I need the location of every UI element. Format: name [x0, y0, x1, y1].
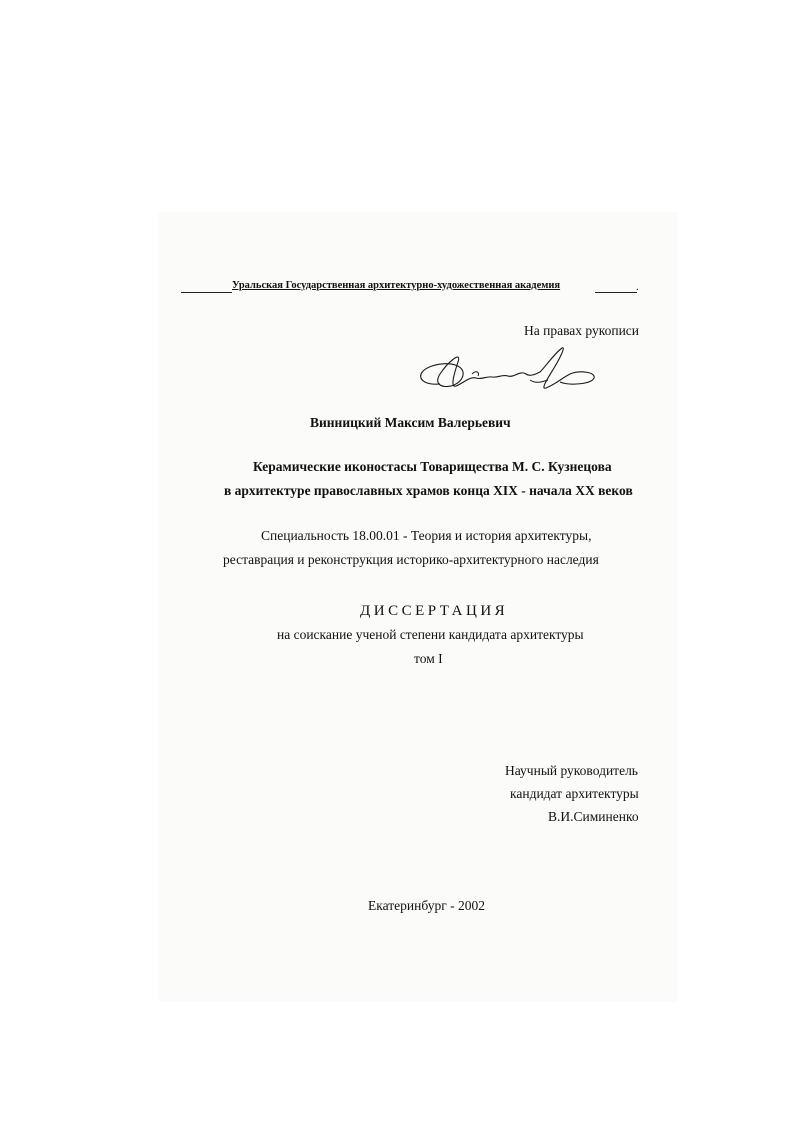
- specialty-line-1: Специальность 18.00.01 - Теория и история архитектуры,: [261, 528, 592, 543]
- supervisor-degree: кандидат архитектуры: [510, 786, 639, 801]
- header-rule-right: [595, 292, 637, 293]
- thesis-title-line-2: в архитектуре православных храмов конца XIX - начала XX веков: [224, 483, 633, 498]
- handwritten-signature: [410, 344, 602, 400]
- author-name: Винницкий Максим Валерьевич: [310, 415, 511, 430]
- place-and-year: Екатеринбург - 2002: [368, 898, 485, 913]
- header-trailing-mark: .: [636, 281, 639, 293]
- supervisor-name: В.И.Симиненко: [548, 809, 639, 824]
- document-type: ДИССЕРТАЦИЯ: [360, 603, 509, 619]
- manuscript-note: На правах рукописи: [524, 323, 640, 338]
- institution-name: Уральская Государственная архитектурно-художественная академия: [232, 280, 561, 291]
- supervisor-role: Научный руководитель: [505, 763, 638, 778]
- thesis-title-line-1: Керамические иконостасы Товарищества М. С. Кузнецова: [253, 459, 612, 474]
- header-rule-left: [181, 292, 232, 293]
- volume-label: том I: [414, 651, 443, 666]
- specialty-line-2: реставрация и реконструкция историко-архитектурного наследия: [223, 552, 599, 567]
- degree-statement: на соискание ученой степени кандидата архитектуры: [277, 627, 584, 642]
